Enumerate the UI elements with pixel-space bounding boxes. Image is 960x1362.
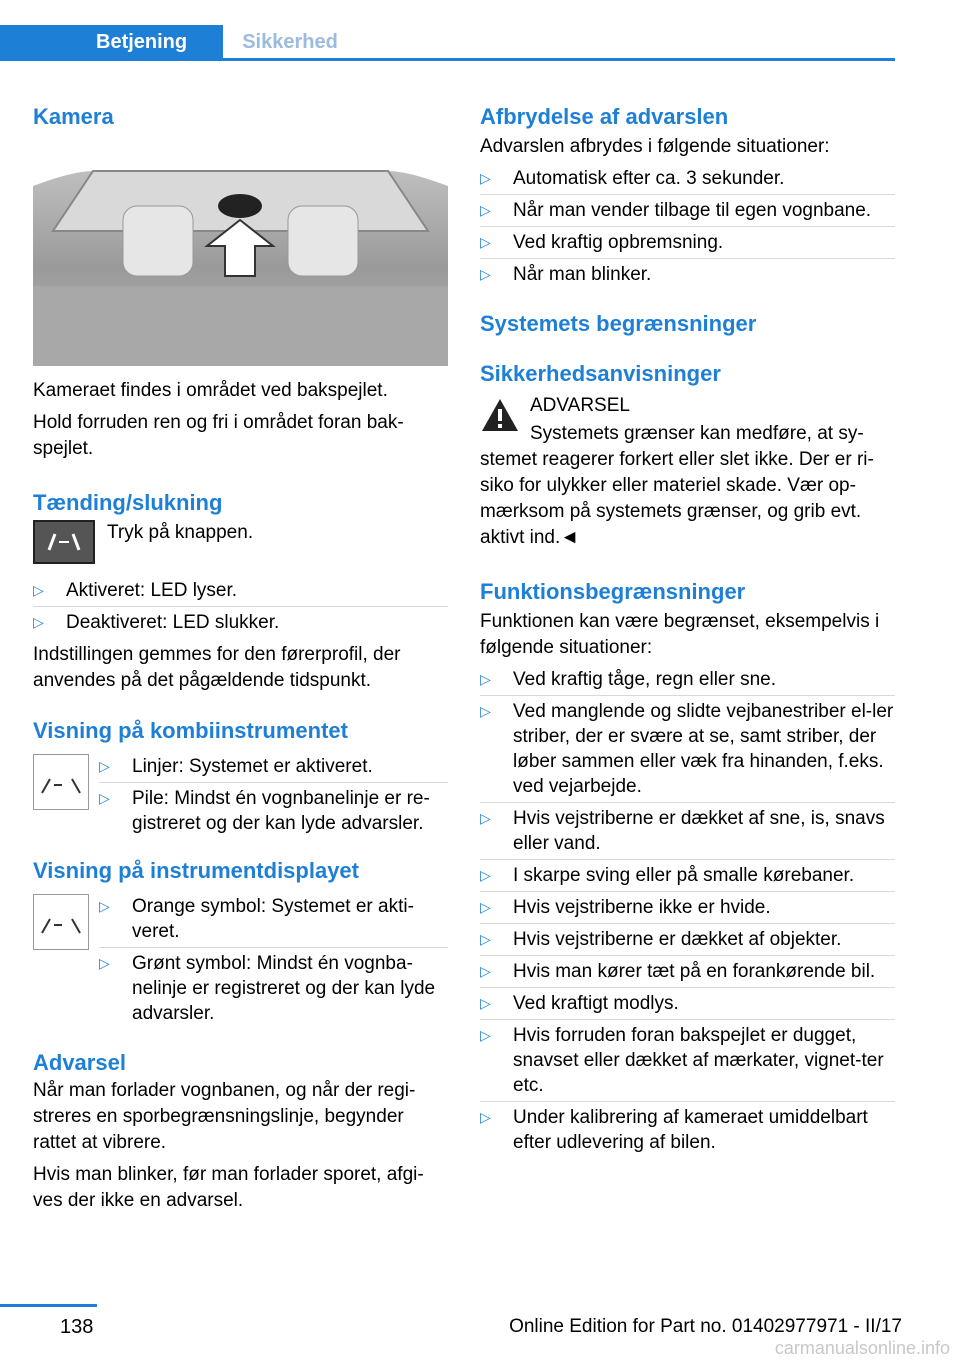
- list-item: ▷ Hvis vejstriberne er dækket af objekter.: [480, 927, 895, 952]
- heading-begraensninger: Systemets begrænsninger: [480, 311, 757, 336]
- afbrydelse-intro: Advarslen afbrydes i følgende situationer:: [480, 136, 830, 157]
- heading-kombi: Visning på kombiinstrumentet: [33, 718, 348, 743]
- taending-para: Indstillingen gemmes for den førerprofil, der anvendes på det pågældende tidspunkt.: [33, 644, 401, 691]
- list-item: ▷ Automatisk efter ca. 3 sekunder.: [480, 166, 895, 191]
- list-item: ▷ I skarpe sving eller på smalle kørebaner.: [480, 863, 895, 888]
- list-item: ▷ Hvis vejstriberne er dækket af sne, is, snavs eller vand.: [480, 806, 895, 856]
- left-column: [33, 100, 448, 1214]
- lane-symbol-icon: [33, 894, 89, 950]
- funktion-list: [480, 667, 895, 1155]
- triangle-bullet-icon: ▷: [480, 867, 491, 883]
- heading-advarsel: Advarsel: [33, 1050, 126, 1075]
- edition-text: Online Edition for Part no. 01402977971 - II/17: [509, 1316, 902, 1337]
- tab-bar: [0, 25, 895, 61]
- triangle-bullet-icon: ▷: [99, 955, 110, 971]
- kombi-block: [33, 754, 448, 836]
- list-item: ▷ Hvis man kører tæt på en forankørende bil.: [480, 959, 895, 984]
- triangle-bullet-icon: ▷: [480, 671, 491, 687]
- triangle-bullet-icon: ▷: [33, 614, 44, 630]
- lane-button-icon: [33, 520, 95, 564]
- tab-betjening[interactable]: Betjening: [0, 25, 223, 59]
- triangle-bullet-icon: ▷: [480, 810, 491, 826]
- warning-triangle-icon: [480, 397, 520, 433]
- lane-symbol-icon: [33, 754, 89, 810]
- instrument-block: [33, 894, 448, 1026]
- list-item: ▷ Ved manglende og slidte vejbanestriber el‐ler striber, der er svære at se, samt striber, der løber sammen eller væk fra hinanden, f.eks. ved vejarbejde.: [480, 701, 894, 797]
- page-number: 138: [60, 1316, 94, 1338]
- warning-block: [480, 393, 895, 551]
- afbrydelse-list: [480, 166, 895, 287]
- triangle-bullet-icon: ▷: [33, 582, 44, 598]
- heading-funktion: Funktionsbegrænsninger: [480, 579, 746, 604]
- triangle-bullet-icon: ▷: [480, 202, 491, 218]
- triangle-bullet-icon: ▷: [480, 1109, 491, 1125]
- list-item: ▷ Grønt symbol: Mindst én vognba‐nelinje er registreret og der kan lyde advarsler.: [99, 953, 436, 1024]
- taending-intro: Tryk på knappen.: [107, 522, 254, 543]
- right-column: [480, 100, 895, 1162]
- triangle-bullet-icon: ▷: [480, 899, 491, 915]
- triangle-bullet-icon: ▷: [480, 170, 491, 186]
- instrument-list: [99, 894, 448, 1026]
- triangle-bullet-icon: ▷: [480, 995, 491, 1011]
- triangle-bullet-icon: ▷: [480, 1027, 491, 1043]
- triangle-bullet-icon: ▷: [480, 963, 491, 979]
- heading-instrument: Visning på instrumentdisplayet: [33, 858, 359, 883]
- list-item: ▷ Når man blinker.: [480, 264, 652, 285]
- list-item: ▷ Ved kraftig tåge, regn eller sne.: [480, 667, 895, 692]
- triangle-bullet-icon: ▷: [99, 898, 110, 914]
- button-row: [33, 520, 448, 570]
- triangle-bullet-icon: ▷: [480, 234, 491, 250]
- warning-title: ADVARSEL: [530, 395, 630, 416]
- funktion-intro: Funktionen kan være begrænset, eksempelvis i følgende situationer:: [480, 611, 880, 658]
- triangle-bullet-icon: ▷: [99, 790, 110, 806]
- triangle-bullet-icon: ▷: [480, 931, 491, 947]
- list-item: ▷ Deaktiveret: LED slukker.: [33, 612, 280, 633]
- list-item: ▷ Hvis forruden foran bakspejlet er dugget, snavset eller dækket af mærkater, vignet‐ter etc.: [480, 1023, 895, 1098]
- heading-taending: Tænding/slukning: [33, 490, 223, 515]
- footer-rule: [0, 1304, 97, 1307]
- kamera-text-1: Kameraet findes i området ved bakspejlet.: [33, 380, 388, 401]
- list-item: ▷ Under kalibrering af kameraet umiddelbart efter udlevering af bilen.: [480, 1107, 868, 1153]
- watermark: carmanualsonline.info: [774, 1338, 950, 1358]
- heading-afbrydelse: Afbrydelse af advarslen: [480, 104, 729, 129]
- list-item: ▷ Pile: Mindst én vognbanelinje er re‐gistreret og der kan lyde advarsler.: [99, 788, 430, 834]
- list-item: ▷ Aktiveret: LED lyser.: [33, 578, 448, 603]
- taending-list: [33, 578, 448, 635]
- warning-text: Systemets grænser kan medføre, at sy‐stemet reagerer forkert eller slet ikke. Der er ri‐siko for ulykker eller materiel skade. Vær op‐mærksom på systemets grænser, og grib evt. aktivt ind.◄: [480, 423, 874, 548]
- list-item: ▷ Når man vender tilbage til egen vognbane.: [480, 198, 895, 223]
- triangle-bullet-icon: ▷: [480, 266, 491, 282]
- advarsel-text-1: Når man forlader vognbanen, og når der regi‐streres en sporbegrænsningslinje, begynder rattet at vibrere.: [33, 1080, 416, 1153]
- rear-window-illustration: [33, 146, 448, 366]
- advarsel-text-2: Hvis man blinker, før man forlader sporet, afgi‐ves der ikke en advarsel.: [33, 1164, 424, 1211]
- heading-kamera: Kamera: [33, 104, 114, 129]
- tab-sikkerhed[interactable]: Sikkerhed: [242, 31, 338, 53]
- triangle-bullet-icon: ▷: [480, 703, 491, 719]
- triangle-bullet-icon: ▷: [99, 758, 110, 774]
- list-item: ▷ Hvis vejstriberne ikke er hvide.: [480, 895, 895, 920]
- list-item: ▷ Ved kraftigt modlys.: [480, 991, 895, 1016]
- camera-photo: [33, 146, 448, 366]
- kombi-list: [99, 754, 448, 836]
- list-item: ▷ Ved kraftig opbremsning.: [480, 230, 895, 255]
- list-item: ▷ Linjer: Systemet er aktiveret.: [99, 754, 448, 779]
- heading-sikkerhed: Sikkerhedsanvisninger: [480, 361, 721, 386]
- list-item: ▷ Orange symbol: Systemet er akti‐veret.: [99, 894, 448, 944]
- kamera-text-2: Hold forruden ren og fri i området foran bak‐spejlet.: [33, 412, 404, 459]
